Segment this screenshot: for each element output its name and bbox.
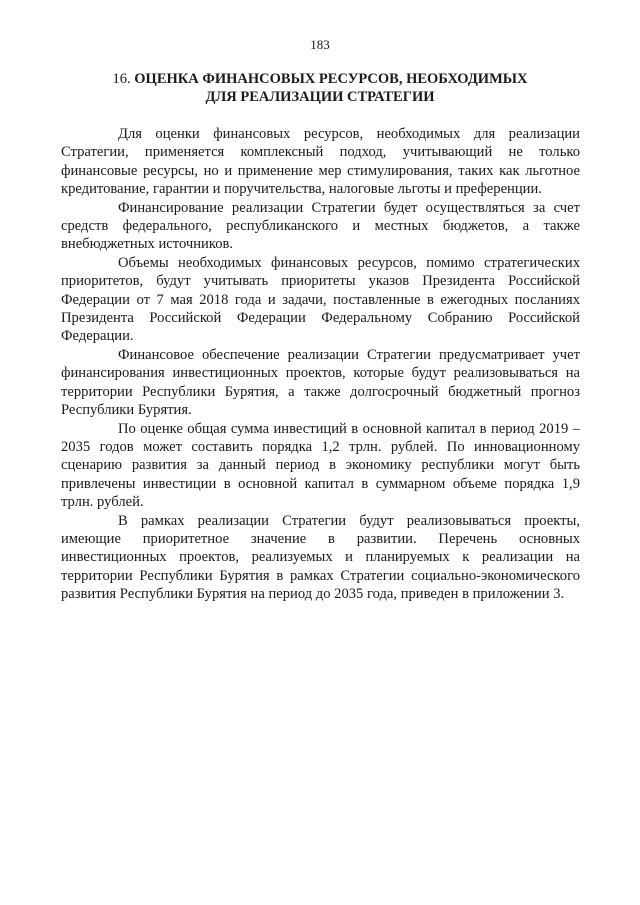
- paragraph: Финансовое обеспечение реализации Стратегии предусматривает учет финансирования инвестиционных проектов, которые будут реализовываться на территории Республики Бурятия, а также долгосрочный бюджетный прогноз Республики Бурятия.: [61, 346, 580, 419]
- page-number: 183: [310, 37, 330, 52]
- paragraph: Объемы необходимых финансовых ресурсов, помимо стратегических приоритетов, будут учитывать приоритеты указов Президента Российской Федерации от 7 мая 2018 года и задачи, поставленные в ежегодных посланиях Президента Российской Федерации Федеральному Собранию Российской Федерации.: [61, 254, 580, 345]
- section-title-line-1: ОЦЕНКА ФИНАНСОВЫХ РЕСУРСОВ, НЕОБХОДИМЫХ: [134, 71, 528, 87]
- section-heading: [60, 70, 580, 106]
- section-title-line-2: ДЛЯ РЕАЛИЗАЦИИ СТРАТЕГИИ: [205, 89, 435, 105]
- paragraph: В рамках реализации Стратегии будут реализовываться проекты, имеющие приоритетное значение в развитии. Перечень основных инвестиционных проектов, реализуемых и планируемых к реализации на территории Республики Бурятия в рамках Стратегии социально-экономического развития Республики Бурятия на период до 2035 года, приведен в приложении 3.: [61, 512, 580, 603]
- paragraph: Для оценки финансовых ресурсов, необходимых для реализации Стратегии, применяется комплексный подход, учитывающий не только финансовые ресурсы, но и применение мер стимулирования, таких как льготное кредитование, гарантии и поручительства, налоговые льготы и преференции.: [61, 126, 580, 198]
- paragraph: Финансирование реализации Стратегии будет осуществляться за счет средств федерального, республиканского и местных бюджетов, а также внебюджетных источников.: [61, 199, 580, 253]
- body-text: [61, 125, 580, 604]
- section-number: 16.: [112, 71, 131, 87]
- section-heading-line-1: [60, 70, 580, 88]
- paragraph: По оценке общая сумма инвестиций в основной капитал в период 2019 – 2035 годов может составить порядка 1,2 трлн. рублей. По инновационному сценарию развития за данный период в экономику республики могут быть привлечены инвестиции в основной капитал в суммарном объеме порядка 1,9 трлн. рублей.: [61, 420, 580, 511]
